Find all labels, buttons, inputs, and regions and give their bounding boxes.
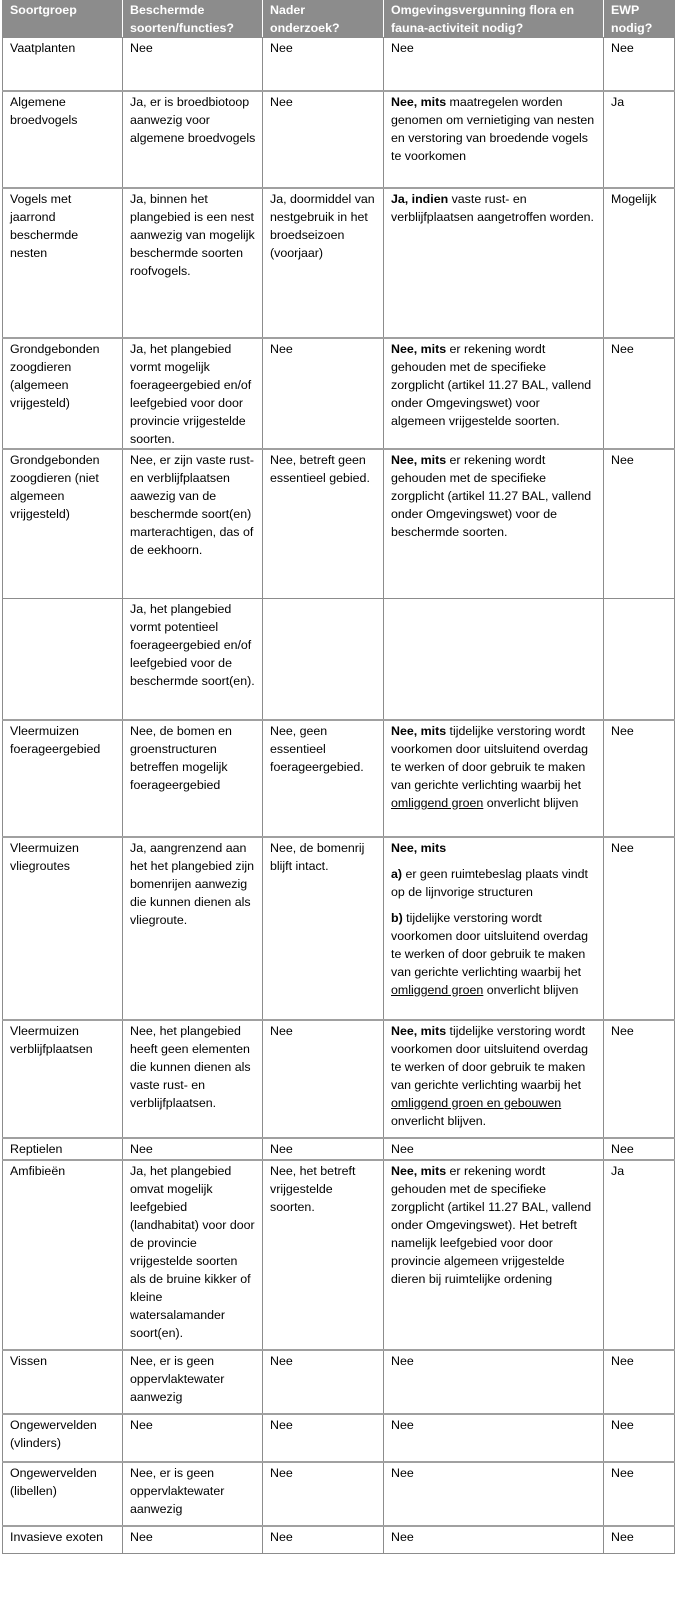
table-row: [3, 837, 675, 1020]
emphasis-text: Nee, mits: [391, 341, 447, 356]
cell-omgevingsvergunning: [384, 188, 604, 338]
vergunning-paragraph: [391, 839, 597, 857]
cell-nader-onderzoek: Nee: [263, 1526, 384, 1554]
cell-soortgroep: [3, 599, 123, 720]
underlined-text: omliggend groen: [391, 795, 484, 810]
cell-ewp: Nee: [604, 1462, 675, 1526]
header-nader-onderzoek: Nader onderzoek?: [263, 1, 384, 38]
vergunning-paragraph: [391, 1162, 597, 1288]
cell-ewp: [604, 599, 675, 720]
vergunning-paragraph: [391, 39, 597, 57]
cell-soortgroep: Reptielen: [3, 1138, 123, 1160]
vergunning-paragraph: [391, 865, 597, 901]
body-text: tijdelijke verstoring wordt voorkomen door uitsluitend overdag te werken of door gebruik te maken van gerichte verlichting waarbij het: [391, 723, 588, 792]
vergunning-paragraph: [391, 1022, 597, 1130]
cell-beschermde-soorten: Nee, er is geen oppervlaktewater aanwezig: [123, 1350, 263, 1414]
cell-beschermde-soorten: Ja, aangrenzend aan het het plangebied zijn bomenrijen aanwezig die kunnen dienen als vliegroute.: [123, 837, 263, 1020]
cell-nader-onderzoek: Nee, geen essentieel foerageergebied.: [263, 720, 384, 837]
table-row: [3, 1350, 675, 1414]
table-row: [3, 1526, 675, 1554]
cell-soortgroep: Vleermuizen foerageergebied: [3, 720, 123, 837]
cell-nader-onderzoek: Nee, de bomenrij blijft intact.: [263, 837, 384, 1020]
vergunning-paragraph: [391, 1416, 597, 1434]
cell-nader-onderzoek: Nee: [263, 1138, 384, 1160]
cell-soortgroep: Ongewervelden (vlinders): [3, 1414, 123, 1462]
body-text: er rekening wordt gehouden met de specifieke zorgplicht (artikel 11.27 BAL, vallend onder Omgevingswet) voor de beschermde soorten.: [391, 452, 592, 539]
body-text-tail: onverlicht blijven: [483, 982, 579, 997]
emphasis-text: Nee, mits: [391, 723, 447, 738]
cell-soortgroep: Invasieve exoten: [3, 1526, 123, 1554]
body-text: er rekening wordt gehouden met de specifieke zorgplicht (artikel 11.27 BAL, vallend onder Omgevingswet). Het betreft namelijk leefgebied voor door provincie algemeen vrijgestelde dieren bij ruimtelijke ordening: [391, 1163, 592, 1286]
cell-nader-onderzoek: Nee: [263, 1462, 384, 1526]
body-text: Nee: [391, 1529, 414, 1544]
vergunning-paragraph: [391, 1528, 597, 1546]
cell-omgevingsvergunning: [384, 91, 604, 188]
emphasis-text: b): [391, 910, 403, 925]
cell-nader-onderzoek: Nee: [263, 91, 384, 188]
cell-ewp: Nee: [604, 449, 675, 599]
cell-soortgroep: Vleermuizen verblijfplaatsen: [3, 1020, 123, 1138]
vergunning-paragraph: [391, 340, 597, 430]
emphasis-text: Nee, mits: [391, 94, 447, 109]
cell-omgevingsvergunning: [384, 599, 604, 720]
underlined-text: omliggend groen en gebouwen: [391, 1095, 562, 1110]
cell-soortgroep: Amfibieën: [3, 1160, 123, 1350]
cell-ewp: Nee: [604, 1350, 675, 1414]
table-row: [3, 1462, 675, 1526]
cell-ewp: Nee: [604, 1138, 675, 1160]
cell-beschermde-soorten: Ja, het plangebied vormt potentieel foerageergebied en/of leefgebied voor de beschermde soort(en).: [123, 599, 263, 720]
cell-ewp: Ja: [604, 91, 675, 188]
header-ewp: EWP nodig?: [604, 1, 675, 38]
cell-beschermde-soorten: Ja, er is broedbiotoop aanwezig voor algemene broedvogels: [123, 91, 263, 188]
body-text: er geen ruimtebeslag plaats vindt op de lijnvorige structuren: [391, 866, 588, 899]
body-text: tijdelijke verstoring wordt voorkomen door uitsluitend overdag te werken of door gebruik te maken van gerichte verlichting waarbij het: [391, 910, 588, 979]
emphasis-text: Nee, mits: [391, 840, 447, 855]
emphasis-text: a): [391, 866, 403, 881]
body-text: maatregelen worden genomen om vernietiging van nesten en verstoring van broedende vogels te voorkomen: [391, 94, 595, 163]
cell-omgevingsvergunning: [384, 38, 604, 91]
species-assessment-table: [2, 0, 675, 1554]
header-soortgroep: Soortgroep: [3, 1, 123, 38]
cell-nader-onderzoek: Nee: [263, 338, 384, 449]
cell-ewp: Nee: [604, 720, 675, 837]
body-text: Nee: [391, 1417, 414, 1432]
cell-omgevingsvergunning: [384, 1462, 604, 1526]
cell-ewp: Nee: [604, 338, 675, 449]
cell-beschermde-soorten: Nee, het plangebied heeft geen elementen die kunnen dienen als vaste rust- en verblijfplaatsen.: [123, 1020, 263, 1138]
cell-ewp: Nee: [604, 837, 675, 1020]
table-row: [3, 720, 675, 837]
cell-beschermde-soorten: Ja, het plangebied vormt mogelijk foerageergebied en/of leefgebied voor door provincie vrijgestelde soorten.: [123, 338, 263, 449]
table-row: [3, 1160, 675, 1350]
header-omgevingsvergunning: Omgevingsvergunning flora en fauna-activiteit nodig?: [384, 1, 604, 38]
cell-nader-onderzoek: Nee: [263, 38, 384, 91]
body-text: Nee: [391, 1465, 414, 1480]
cell-ewp: Nee: [604, 1020, 675, 1138]
header-beschermde-soorten: Beschermde soorten/functies?: [123, 1, 263, 38]
table-row: [3, 1138, 675, 1160]
cell-soortgroep: Vissen: [3, 1350, 123, 1414]
cell-beschermde-soorten: Nee: [123, 38, 263, 91]
cell-nader-onderzoek: Ja, doormiddel van nestgebruik in het broedseizoen (voorjaar): [263, 188, 384, 338]
cell-soortgroep: Vaatplanten: [3, 38, 123, 91]
cell-omgevingsvergunning: [384, 837, 604, 1020]
cell-ewp: Nee: [604, 1526, 675, 1554]
body-text: tijdelijke verstoring wordt voorkomen door uitsluitend overdag te werken of door gebruik te maken van gerichte verlichting waarbij het: [391, 1023, 588, 1092]
cell-nader-onderzoek: Nee: [263, 1020, 384, 1138]
cell-beschermde-soorten: Nee, er is geen oppervlaktewater aanwezig: [123, 1462, 263, 1526]
body-text: Nee: [391, 1141, 414, 1156]
emphasis-text: Ja, indien: [391, 191, 449, 206]
cell-beschermde-soorten: Ja, het plangebied omvat mogelijk leefgebied (landhabitat) voor door de provincie vrijgestelde soorten als de bruine kikker of kleine watersalamander soort(en).: [123, 1160, 263, 1350]
vergunning-paragraph: [391, 1352, 597, 1370]
body-text: Nee: [391, 41, 414, 55]
cell-ewp: Mogelijk: [604, 188, 675, 338]
table-row: [3, 449, 675, 599]
cell-beschermde-soorten: Ja, binnen het plangebied is een nest aanwezig van mogelijk beschermde soorten roofvogels.: [123, 188, 263, 338]
body-text: Nee: [391, 1353, 414, 1368]
header-row: [3, 1, 675, 38]
cell-omgevingsvergunning: [384, 720, 604, 837]
emphasis-text: Nee, mits: [391, 452, 447, 467]
cell-nader-onderzoek: Nee, het betreft vrijgestelde soorten.: [263, 1160, 384, 1350]
vergunning-paragraph: [391, 1140, 597, 1158]
cell-soortgroep: Grondgebonden zoogdieren (algemeen vrijgesteld): [3, 338, 123, 449]
table-row: [3, 338, 675, 449]
vergunning-paragraph: [391, 93, 597, 165]
table-row: [3, 188, 675, 338]
cell-omgevingsvergunning: [384, 1160, 604, 1350]
cell-omgevingsvergunning: [384, 1414, 604, 1462]
emphasis-text: Nee, mits: [391, 1163, 447, 1178]
body-text-tail: onverlicht blijven: [483, 795, 579, 810]
table-row: [3, 91, 675, 188]
table-row: [3, 1020, 675, 1138]
cell-omgevingsvergunning: [384, 1138, 604, 1160]
cell-soortgroep: Ongewervelden (libellen): [3, 1462, 123, 1526]
table-header: [3, 1, 675, 38]
cell-omgevingsvergunning: [384, 1350, 604, 1414]
cell-nader-onderzoek: [263, 599, 384, 720]
document: [2, 0, 675, 1554]
cell-beschermde-soorten: Nee: [123, 1138, 263, 1160]
cell-soortgroep: Vleermuizen vliegroutes: [3, 837, 123, 1020]
cell-omgevingsvergunning: [384, 449, 604, 599]
vergunning-paragraph: [391, 909, 597, 999]
body-text: er rekening wordt gehouden met de specifieke zorgplicht (artikel 11.27 BAL, vallend onder Omgevingswet) voor algemeen vrijgestelde soorten.: [391, 341, 592, 428]
table-row: [3, 38, 675, 91]
cell-soortgroep: Algemene broedvogels: [3, 91, 123, 188]
cell-nader-onderzoek: Nee: [263, 1414, 384, 1462]
cell-beschermde-soorten: Nee: [123, 1414, 263, 1462]
cell-omgevingsvergunning: [384, 338, 604, 449]
cell-beschermde-soorten: Nee, er zijn vaste rust- en verblijfplaatsen aawezig van de beschermde soort(en) marterachtigen, das of de eekhoorn.: [123, 449, 263, 599]
cell-ewp: Ja: [604, 1160, 675, 1350]
underlined-text: omliggend groen: [391, 982, 484, 997]
cell-ewp: Nee: [604, 38, 675, 91]
vergunning-paragraph: [391, 190, 597, 226]
cell-beschermde-soorten: Nee, de bomen en groenstructuren betreffen mogelijk foerageergebied: [123, 720, 263, 837]
cell-beschermde-soorten: Nee: [123, 1526, 263, 1554]
vergunning-paragraph: [391, 722, 597, 812]
emphasis-text: Nee, mits: [391, 1023, 447, 1038]
table-body: [3, 38, 675, 1554]
cell-ewp: Nee: [604, 1414, 675, 1462]
table-row: [3, 599, 675, 720]
vergunning-paragraph: [391, 451, 597, 541]
cell-soortgroep: Vogels met jaarrond beschermde nesten: [3, 188, 123, 338]
cell-omgevingsvergunning: [384, 1526, 604, 1554]
cell-soortgroep: Grondgebonden zoogdieren (niet algemeen vrijgesteld): [3, 449, 123, 599]
cell-omgevingsvergunning: [384, 1020, 604, 1138]
body-text-tail: onverlicht blijven.: [391, 1113, 487, 1128]
body-text: vaste rust- en verblijfplaatsen aangetroffen worden.: [391, 191, 594, 224]
cell-nader-onderzoek: Nee: [263, 1350, 384, 1414]
table-row: [3, 1414, 675, 1462]
vergunning-paragraph: [391, 1464, 597, 1482]
cell-nader-onderzoek: Nee, betreft geen essentieel gebied.: [263, 449, 384, 599]
